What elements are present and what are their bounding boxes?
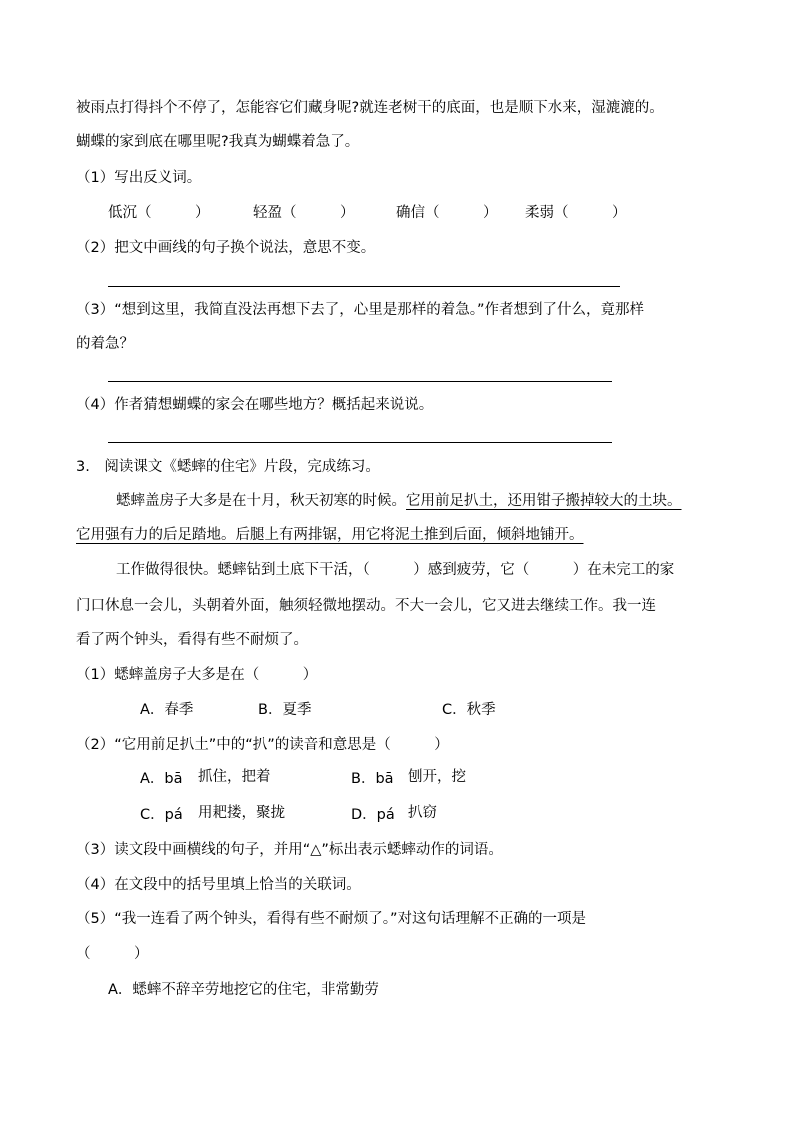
q3-para2-line-1: 工作做得很快。蟋蟀钻到土底下干活，（ ）感到疲劳，它（ ）在未完工的家: [116, 562, 675, 578]
option-b-text: 刨开，挖: [408, 769, 466, 785]
option-c: C．秋季: [442, 702, 496, 718]
option-a: A．春季: [140, 702, 194, 718]
answer-line: [108, 442, 612, 443]
option-a-letter: A．bā: [140, 771, 183, 787]
q2-sub2-label: （2）把文中画线的句子换个说法，意思不变。: [76, 240, 376, 256]
q3-sub5-blank: （ ）: [76, 946, 149, 962]
option-b-letter: B．bā: [351, 771, 394, 787]
antonym-pair-2: 轻盈（ ）: [253, 205, 355, 221]
q3-sub3-label: （3）读文段中画横线的句子，并用“△”标出表示蟋蟀动作的词语。: [76, 842, 503, 858]
antonym-pair-1: 低沉（ ）: [108, 205, 210, 221]
q3-sub2-label: （2）“它用前足扒土”中的“扒”的读音和意思是（ ）: [76, 737, 449, 753]
q3-para2-line-3: 看了两个钟头，看得有些不耐烦了。: [76, 632, 308, 648]
passage-line-2: 蝴蝶的家到底在哪里呢?我真为蝴蝶着急了。: [76, 134, 360, 150]
q2-sub1-label: （1）写出反义词。: [76, 170, 202, 186]
q3-sub1-label: （1）蟋蟀盖房子大多是在（ ）: [76, 667, 318, 683]
option-c-letter: C．pá: [140, 807, 183, 823]
q2-sub3-line-1: （3）“想到这里，我简直没法再想下去了，心里是那样的着急。”作者想到了什么，竟那样: [76, 302, 644, 318]
q3-para1-line-1: [116, 491, 682, 511]
q3-para2-line-2: 门口休息一会儿，头朝着外面，触须轻微地摆动。不大一会儿，它又进去继续工作。我一连: [76, 598, 656, 614]
answer-line: [108, 286, 620, 287]
q3-sub5-option-a: A．蟋蟀不辞辛劳地挖它的住宅，非常勤劳: [108, 982, 379, 998]
option-d-letter: D．pá: [351, 807, 395, 823]
option-d-text: 扒窃: [408, 805, 437, 821]
option-b: B．夏季: [258, 702, 312, 718]
option-c-text: 用耙搂，聚拢: [198, 805, 285, 821]
q2-sub4-label: （4）作者猜想蝴蝶的家会在哪些地方？概括起来说说。: [76, 397, 434, 413]
para1-plain-text: 蟋蟀盖房子大多是在十月，秋天初寒的时候。: [116, 493, 406, 509]
antonym-pair-4: 柔弱（ ）: [525, 205, 627, 221]
q2-sub3-line-2: 的着急？: [76, 336, 134, 352]
q3-sub4-label: （4）在文段中的括号里填上恰当的关联词。: [76, 877, 361, 893]
antonym-pair-3: 确信（ ）: [396, 205, 498, 221]
underlined-sentence: 它用强有力的后足踏地。后腿上有两排锯，用它将泥土推到后面，倾斜地铺开。: [76, 527, 584, 543]
q3-heading: 3. 阅读课文《蟋蟀的住宅》片段，完成练习。: [76, 459, 380, 475]
q3-sub5-line-1: （5）“我一连看了两个钟头，看得有些不耐烦了。”对这句话理解不正确的一项是: [76, 911, 586, 927]
underlined-sentence: 它用前足扒土，还用钳子搬掉较大的土块。: [406, 493, 682, 509]
passage-line-1: 被雨点打得抖个不停了，怎能容它们藏身呢?就连老树干的底面，也是顺下水来，湿漉漉的。: [76, 100, 664, 116]
answer-line: [108, 381, 612, 382]
option-a-text: 抓住，把着: [198, 769, 271, 785]
